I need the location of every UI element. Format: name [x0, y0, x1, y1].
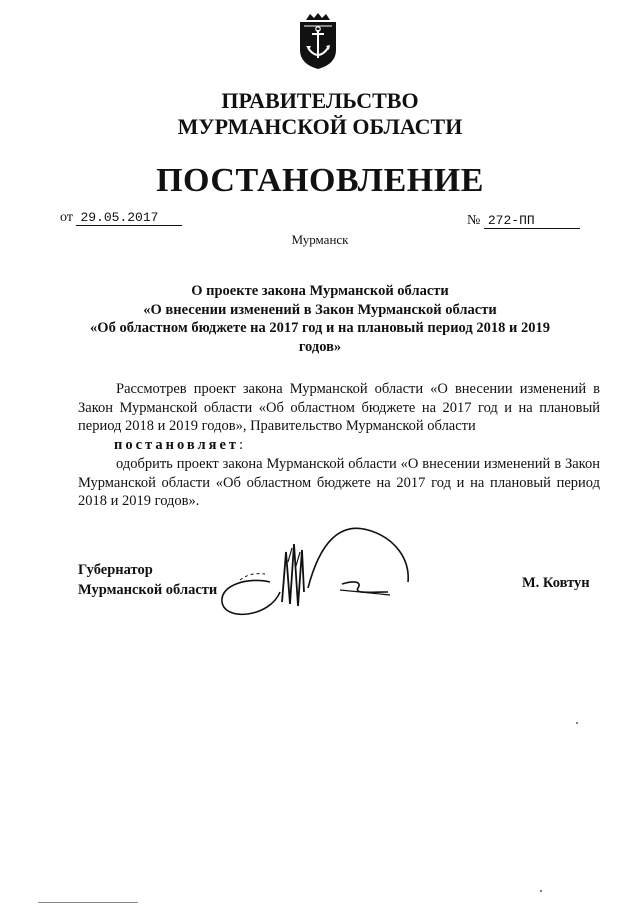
document-date: 29.05.2017 — [76, 210, 182, 226]
scan-speck — [540, 890, 542, 892]
scan-speck — [576, 722, 578, 724]
organization-name-line1: ПРАВИТЕЛЬСТВО — [221, 88, 419, 113]
organization-name-line2: МУРМАНСКОЙ ОБЛАСТИ — [177, 114, 463, 139]
signature-image — [210, 522, 430, 622]
document-title — [80, 282, 560, 356]
document-type: ПОСТАНОВЛЕНИЕ — [156, 162, 484, 199]
signer-role-line2: Мурманской области — [78, 582, 218, 598]
number-row — [467, 213, 580, 229]
decree-word — [114, 437, 243, 454]
signer-name: М. Ковтун — [522, 575, 590, 591]
document-number: 272-ПП — [484, 213, 580, 229]
date-prefix: от — [60, 210, 73, 225]
coat-of-arms-icon — [296, 12, 340, 70]
title-line: годов» — [298, 338, 342, 355]
decree-colon: : — [239, 437, 244, 453]
number-prefix: № — [467, 213, 481, 228]
city: Мурманск — [291, 232, 349, 247]
decree-word-text: постановляет — [114, 437, 240, 453]
signer-role-line1: Губернатор — [78, 562, 153, 578]
footer-divider — [38, 902, 138, 903]
signer-role — [78, 560, 217, 600]
title-line: «Об областном бюджете на 2017 год и на плановый период 2018 и 2019 — [90, 320, 550, 336]
title-line: О проекте закона Мурманской области — [191, 283, 449, 299]
title-line: «О внесении изменений в Закон Мурманской области — [143, 301, 497, 318]
operative-paragraph: одобрить проект закона Мурманской области «О внесении изменений в Закон Мурманской области «Об областном бюджете на 2017 год и на плановый период 2018 и 2019 годов». — [78, 456, 600, 509]
date-row — [60, 210, 182, 226]
preamble-paragraph: Рассмотрев проект закона Мурманской области «О внесении изменений в Закон Мурманской области «Об областном бюджете на 2017 год и на плановый период 2018 и 2019 годов», Правительство Мурманской области — [78, 381, 600, 434]
